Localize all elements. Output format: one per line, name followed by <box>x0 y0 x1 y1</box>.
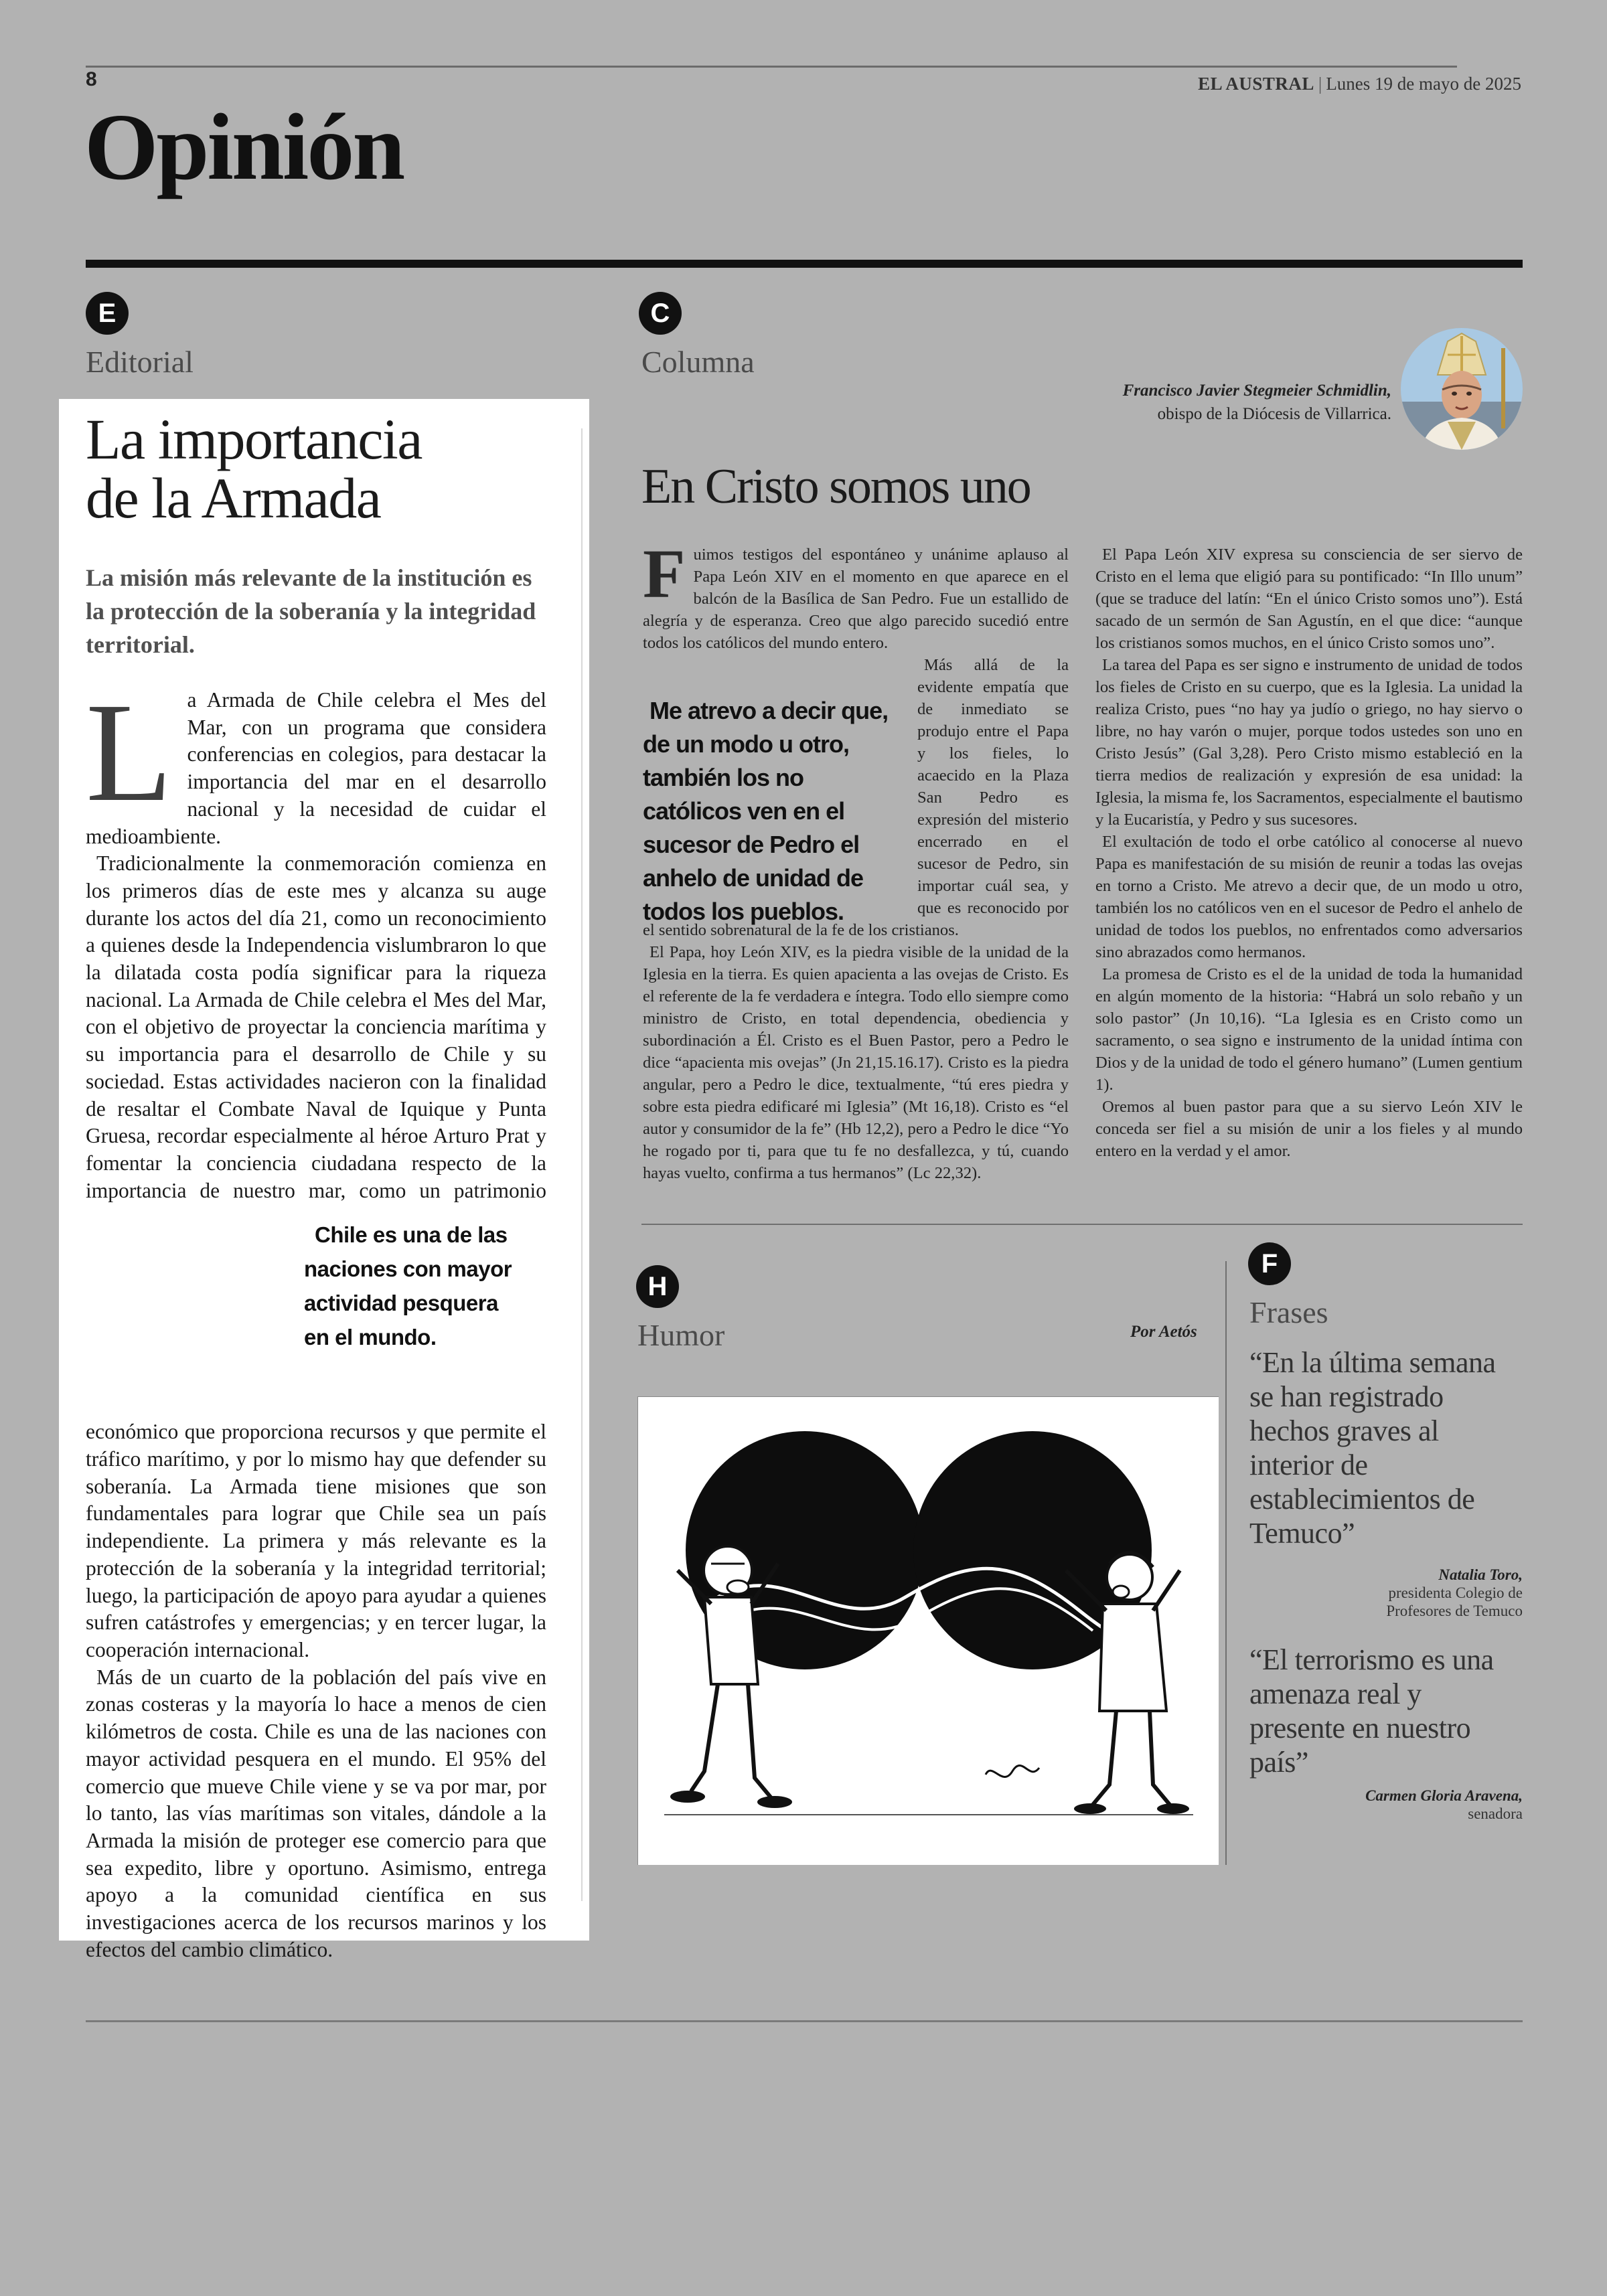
frase-speaker-role: Profesores de Temuco <box>1386 1603 1523 1619</box>
frase-quote-1: “En la última semana se han registrado hechos graves al interior de establecimientos de Temuco” <box>1249 1346 1496 1550</box>
column-bottom-rule <box>641 1224 1523 1225</box>
author-photo <box>1401 328 1523 450</box>
column-pull-quote: Me atrevo a decir que, de un modo u otro, también los no católicos ven en el sucesor de Pedro el anhelo de unidad de todos los pueblos. <box>643 697 889 925</box>
columna-kicker: Columna <box>641 345 755 379</box>
top-rule <box>86 66 1457 68</box>
editorial-title-line-2: de la Armada <box>86 466 381 530</box>
frase-speaker-name: Natalia Toro, <box>1438 1566 1523 1583</box>
column-title: En Cristo somos uno <box>641 459 1030 514</box>
column-text-left <box>643 536 1069 1184</box>
columna-badge: C <box>639 292 682 335</box>
editorial-badge: E <box>86 292 129 335</box>
column-paragraph: El Papa León XIV expresa su consciencia de ser siervo de Cristo en el lema que eligió para su pontificado: “In Illo unum” (que se traduce del latín: “En el único Cristo somos uno”). Está sacado de un sermón de San Agustín, en el que dice: “aunque los cristianos somos muchos, en el único Cristo somos uno”. <box>1095 546 1523 652</box>
cartoon-illustration <box>637 1396 1219 1865</box>
frase-speaker-name: Carmen Gloria Aravena, <box>1365 1787 1523 1804</box>
editorial-title <box>86 407 568 530</box>
column-paragraph: La tarea del Papa es ser signo e instrumento de unidad de todos los fieles de Cristo en su cuerpo, que es la Iglesia. La unidad la realiza Cristo, pues “no hay ya judío o griego, no hay siervo o libre, no hay varón o mujer, porque todos ustedes son uno en Cristo Jesús” (Gal 3,28). Pero Cristo mismo estableció en la tierra medios de realización y expresión de esa unidad: la Iglesia, la misma fe, los Sacramentos, especialmente el bautismo y la Eucaristía, y Pedro y sus sucesores. <box>1095 656 1523 829</box>
masthead <box>1198 74 1521 94</box>
editorial-divider <box>581 428 583 1901</box>
section-rule <box>86 260 1523 268</box>
editorial-dropcap: L <box>86 673 173 831</box>
author-name: Francisco Javier Stegmeier Schmidlin, <box>1122 382 1391 400</box>
editorial-kicker: Editorial <box>86 345 194 379</box>
editorial-paragraph: Más de un cuarto de la población del país vive en zonas costeras y la mayoría lo hace a menos de cien kilómetros de costa. Chile es una de las naciones con mayor actividad pesquera en el mundo. El 95% del comercio que mueve Chile viene y se va por mar, por lo tanto, las vías marítimas son vitales, dándole a la Armada la misión de proteger ese comercio para que sea expedito, libre y oportuno. Asimismo, entrega apoyo a la comunidad científica en sus investigaciones acerca de los recursos marinos y los efectos del cambio climático. <box>86 1665 546 1961</box>
author-role: obispo de la Diócesis de Villarrica. <box>1157 405 1391 423</box>
frase-speaker-role: presidenta Colegio de <box>1388 1584 1523 1601</box>
column-paragraph: Fuimos testigos del espontáneo y unánime aplauso al Papa León XIV en el momento en que aparece en el balcón de la Basílica de San Pedro. Fue un estallido de alegría y de esperanza. Creo que algo parecido sucedió entre todos los católicos del mundo entero. <box>643 536 1069 652</box>
humor-byline: Por Aetós <box>1130 1323 1197 1341</box>
editorial-paragraph: Tradicionalmente la conmemoración comienza en los primeros días de este mes y alcanza su auge durante los actos del día 21, como un reconocimiento a quienes desde la Independencia vislumbraron lo que la dilatada costa podía significar para la riqueza nacional. La Armada de Chile celebra el Mes del Mar, con el objetivo de proyectar la conciencia marítima y su importancia para el desarrollo de Chile y su sociedad. Estas actividades nacieron con la finalidad de resaltar el Combate Naval de Iquique y Punta Gruesa, recordar especialmente al héroe Arturo Prat y fomentar la conciencia ciudadana respecto de la importancia de nuestro mar, como un patrimonio Chile es una de las naciones con mayor actividad pesquera en el mundo. económico que proporciona recursos y que permite el tráfico marítimo, y por lo mismo hay que defender su soberanía. La Armada tiene misiones que son fundamentales para lograr que Chile sea un país independiente. La primera y más relevante es la protección de la soberanía y la integridad territorial; luego, la participación de apoyo para ayudar a quienes sufren catástrofes y emergencias; y en tercer lugar, la cooperación internacional. <box>86 851 546 1661</box>
column-dropcap: F <box>643 536 686 612</box>
page-bottom-rule <box>86 2020 1523 2022</box>
column-paragraph: Oremos al buen pastor para que a su siervo León XIV le conceda ser fiel a su misión de unir a los fieles y al mundo entero en la verdad y el amor. <box>1095 1098 1523 1160</box>
frase-attribution-1 <box>1249 1566 1523 1620</box>
column-paragraph: El Papa, hoy León XIV, es la piedra visible de la unidad de la Iglesia en la tierra. Es quien apacienta a las ovejas de Cristo. Es el referente de la fe verdadera e íntegra. Todo ello siempre como ministro de Cristo, en total dependencia, obediencia y subordinación a Él. Cristo es el Buen Pastor, pero a Pedro le dice “apacienta mis ovejas” (Jn 21,15.16.17). Cristo es la piedra angular, pero a Pedro le dice, textualmente, “tú eres piedra y sobre esta piedra edificaré mi Iglesia” (Mt 16,18). Cristo es “el autor y consumidor de la fe” (Hb 12,2), pero a Pedro le dice “Yo he rogado por ti, para que tu fe no desfallezca, y tú, cuando hayas vuelto, confirma a tus hermanos” (Lc 22,32). <box>643 943 1069 1182</box>
paper-name: EL AUSTRAL <box>1198 74 1314 94</box>
humor-frases-divider <box>1225 1261 1227 1865</box>
editorial-paragraph: La Armada de Chile celebra el Mes del Mar, con un programa que considera conferencias en colegios, para destacar la importancia del mar en el desarrollo nacional y la necesidad de cuidar el medioambiente. <box>86 673 546 848</box>
issue-date: Lunes 19 de mayo de 2025 <box>1326 74 1521 94</box>
editorial-pull-quote: Chile es una de las naciones con mayor actividad pesquera en el mundo. <box>304 1222 512 1350</box>
humor-kicker: Humor <box>637 1318 725 1352</box>
page-number: 8 <box>86 68 97 90</box>
column-paragraph: El exultación de todo el orbe católico al conocerse al nuevo Papa es manifestación de su misión de reunir a todas las ovejas en torno a Cristo. Me atrevo a decir que, de un modo u otro, también los no católicos ven en el sucesor de Pedro el anhelo de unidad de todos los pueblos, no enfrentados como adversarios sino abrazados como hermanos. <box>1095 833 1523 961</box>
editorial-title-line-1: La importancia <box>86 407 422 471</box>
section-title: Opinión <box>84 94 404 199</box>
humor-badge: H <box>636 1265 679 1308</box>
frase-attribution-2 <box>1249 1787 1523 1823</box>
humor-cartoon <box>637 1396 1219 1865</box>
frase-quote-2: “El terrorismo es una amenaza real y presente en nuestro país” <box>1249 1643 1494 1779</box>
frases-badge: F <box>1248 1242 1291 1285</box>
editorial-deck: La misión más relevante de la institución es la protección de la soberanía y la integridad territorial. <box>86 564 536 658</box>
column-paragraph: Me atrevo a decir que, de un modo u otro, también los no católicos ven en el sucesor de Pedro el anhelo de unidad de todos los pueblos. Más allá de la evidente empatía que de inmediato se produjo entre el Papa y los fieles, lo acaecido en la Plaza San Pedro es expresión del misterio encerrado en el sucesor de Pedro, sin importar cuál sea, y que es reconocido por el sentido sobrenatural de la fe de los cristianos. <box>643 656 1069 939</box>
column-text-right <box>1095 544 1523 1162</box>
masthead-separator: | <box>1318 74 1322 94</box>
author-portrait-illustration <box>1401 328 1523 450</box>
column-paragraph: La promesa de Cristo es el de la unidad de toda la humanidad en algún momento de la historia: “Habrá un solo rebaño y un solo pastor” (Jn 10,16). “La Iglesia es en Cristo como un sacramento, o sea signo e instrumento de la unidad íntima con Dios y de la unidad de todo el género humano” (Lumen gentium 1). <box>1095 965 1523 1094</box>
frases-kicker: Frases <box>1249 1295 1328 1329</box>
frase-speaker-role: senadora <box>1468 1805 1523 1822</box>
editorial-body <box>86 673 546 1963</box>
